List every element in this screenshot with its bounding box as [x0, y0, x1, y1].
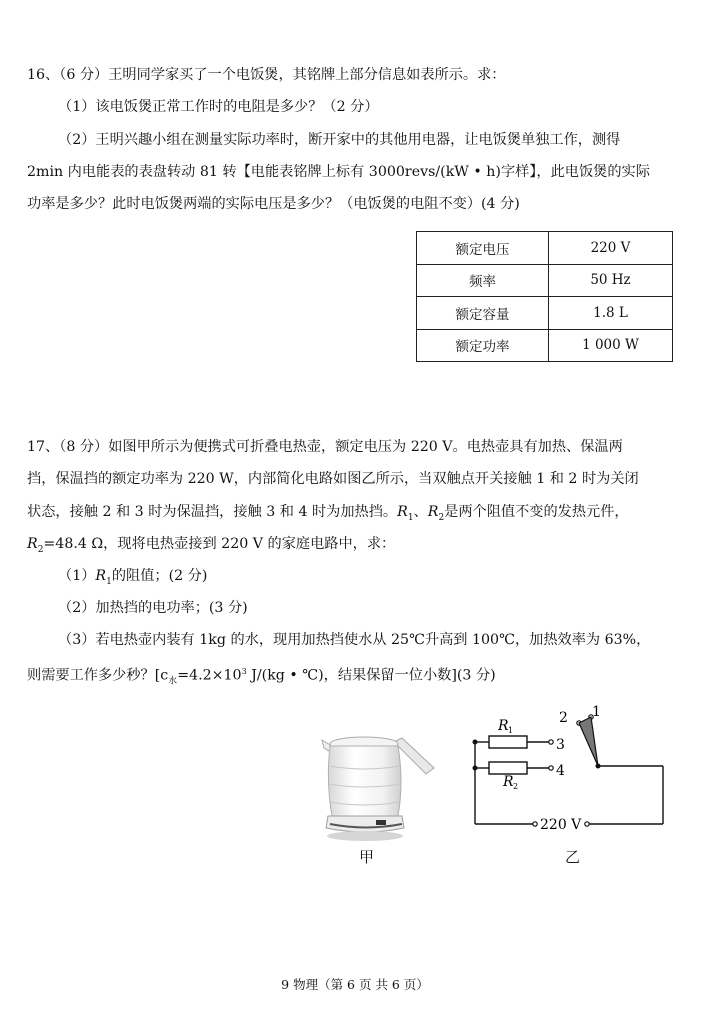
q16-line-2: （1）该电饭煲正常工作时的电阻是多少？（2 分）: [58, 99, 379, 115]
table-row: [417, 264, 673, 297]
q16-line-5: 功率是多少？此时电饭煲两端的实际电压是多少？（电饭煲的电阻不变）(4 分): [27, 196, 520, 212]
q16-line-1: 16、（6 分）王明同学家买了一个电饭煲，其铭牌上部分信息如表所示。求：: [27, 67, 506, 83]
r1-symbol: R: [397, 504, 408, 520]
spec-table: [416, 231, 673, 362]
spec-value: 1.8 L: [549, 297, 673, 330]
caption-jia: 甲: [359, 848, 375, 866]
spec-label: 额定容量: [417, 297, 549, 330]
r2-label-sub: 2: [513, 782, 519, 791]
terminal-3-label: 3: [556, 737, 565, 753]
r1-label-sub: 1: [508, 726, 514, 735]
spec-value: 50 Hz: [549, 264, 673, 297]
r2-label: R: [503, 774, 514, 790]
spec-value: 1 000 W: [549, 329, 673, 362]
q17-line-1: 17、（8 分）如图甲所示为便携式可折叠电热壶，额定电压为 220 V。电热壶具有加热、保温两: [27, 439, 623, 455]
q17-part-3: （3）若电热壶内装有 1kg 的水，现用加热挡使水从 25℃升高到 100℃，加热效率为 63%，: [58, 632, 651, 648]
q17-line-3-tail: 是两个阻值不变的发热元件，: [444, 504, 629, 520]
table-row: [417, 329, 673, 362]
q17-line-3: [27, 502, 629, 528]
part-text: 的阻值；(2 分): [111, 568, 208, 584]
q17-line-4-text: =48.4 Ω，现将电热壶接到 220 V 的家庭电路中，求：: [43, 536, 396, 552]
page-footer: 9 物理（第 6 页 共 6 页）: [281, 977, 429, 992]
voltage-label: 220 V: [540, 817, 582, 833]
r2-subscript: 2: [438, 512, 445, 523]
spec-label: 额定功率: [417, 329, 549, 362]
terminal-2-label: 2: [559, 710, 568, 726]
part-text: J/(kg • ℃)，结果保留一位小数](3 分): [246, 667, 496, 684]
r1-symbol: R: [95, 568, 107, 584]
exponent: 3: [241, 667, 247, 676]
q17-part-2: （2）加热挡的电功率；(3 分): [58, 600, 248, 616]
r2-symbol: R: [427, 504, 439, 520]
terminal-4-label: 4: [556, 763, 565, 779]
q16-line-3: （2）王明兴趣小组在测量实际功率时，断开家中的其他用电器，让电饭煲单独工作，测得: [58, 132, 621, 148]
kettle-image: [318, 732, 438, 844]
q17-line-4: [27, 534, 395, 560]
caption-yi: 乙: [565, 848, 581, 866]
part-text: 则需要工作多少秒？[c: [27, 667, 169, 684]
circuit-diagram: [465, 698, 675, 848]
r2-subscript: 2: [37, 544, 44, 555]
r1-subscript: 1: [407, 512, 414, 523]
terminal-1-label: 1: [592, 704, 601, 720]
part-text: =4.2×10: [177, 667, 242, 684]
water-subscript: 水: [168, 676, 178, 687]
table-row: [417, 232, 673, 265]
q17-part-3-cont: [27, 662, 496, 692]
r1-label: R: [498, 718, 509, 734]
q17-part-1: [58, 566, 207, 592]
r2-symbol: R: [27, 536, 38, 552]
separator: 、: [413, 504, 428, 520]
r1-subscript: 1: [106, 576, 112, 587]
spec-label: 额定电压: [417, 232, 549, 265]
spec-label: 频率: [417, 264, 549, 297]
q17-line-2: 挡，保温挡的额定功率为 220 W，内部简化电路如图乙所示，当双触点开关接触 1 和 2 时为关闭: [27, 471, 639, 487]
table-row: [417, 297, 673, 330]
part-number: （1）: [58, 568, 96, 584]
q16-line-4: 2min 内电能表的表盘转动 81 转【电能表铭牌上标有 3000revs/(kW • h)字样】，此电饭煲的实际: [27, 164, 650, 180]
spec-value: 220 V: [549, 232, 673, 265]
q17-line-3-text: 状态，接触 2 和 3 时为保温挡，接触 3 和 4 时为加热挡。: [27, 504, 398, 520]
